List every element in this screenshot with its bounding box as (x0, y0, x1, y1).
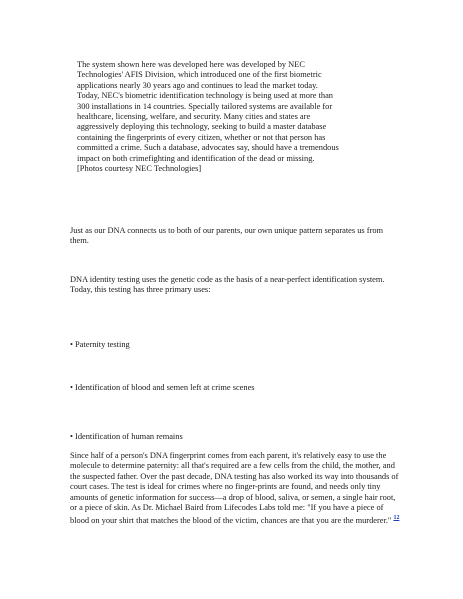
caption-line: 300 installations in 14 countries. Specially tailored systems are available for (77, 101, 333, 111)
caption-line: aggressively deploying this technology, seeking to build a master database (77, 122, 327, 132)
paragraph-dna-testing: DNA identity testing uses the genetic code as the basis of a near-perfect identification system. Today, this testing has three primary uses: (70, 275, 385, 295)
caption-line: Today, NEC's biometric identification technology is being used at more than (77, 91, 333, 101)
paragraph-text: Since half of a person's DNA fingerprint comes from each parent, it's relatively easy to use the molecule to determine paternity: all that's required are a few cells from the child, the mother, and the suspected father. Over the past decade, DNA testing has also worked its way into thousands of court cases. The test is ideal for crimes where no finger-prints are found, and needs only tiny amounts of genetic information for success—a drop of blood, saliva, or semen, a single hair root, or a piece of skin. As Dr. Michael Baird from Lifecodes Labs told me: "If you have a piece of blood on your shirt that matches the blood of the victim, chances are that you are the murderer." (70, 451, 399, 526)
bullet-crime-scene-identification: • Identification of blood and semen left at crime scenes (70, 383, 255, 392)
bullet-paternity-testing: • Paternity testing (70, 340, 130, 349)
bullet-human-remains-identification: • Identification of human remains (70, 432, 183, 441)
caption-line: containing the fingerprints of every citizen, whether or not that person has (77, 132, 326, 142)
footnote-link[interactable]: 12 (393, 515, 400, 522)
caption-line: The system shown here was developed here was developed by NEC (77, 60, 305, 69)
caption-line: [Photos courtesy NEC Technologies] (77, 164, 202, 174)
paragraph-paternity-court-cases (70, 451, 400, 527)
caption-line: impact on both crimefighting and identification of the dead or missing. (77, 153, 315, 163)
caption-line: applications nearly 30 years ago and continues to lead the market today. (77, 80, 318, 90)
photo-caption (77, 60, 419, 174)
caption-line: Technologies' AFIS Division, which introduced one of the first biometric (77, 70, 322, 80)
caption-line: healthcare, licensing, welfare, and security. Many cities and states are (77, 112, 311, 122)
caption-line: committed a crime. Such a database, advocates say, should have a tremendous (77, 143, 339, 153)
paragraph-dna-parents: Just as our DNA connects us to both of our parents, our own unique pattern separates us from them. (70, 226, 384, 246)
